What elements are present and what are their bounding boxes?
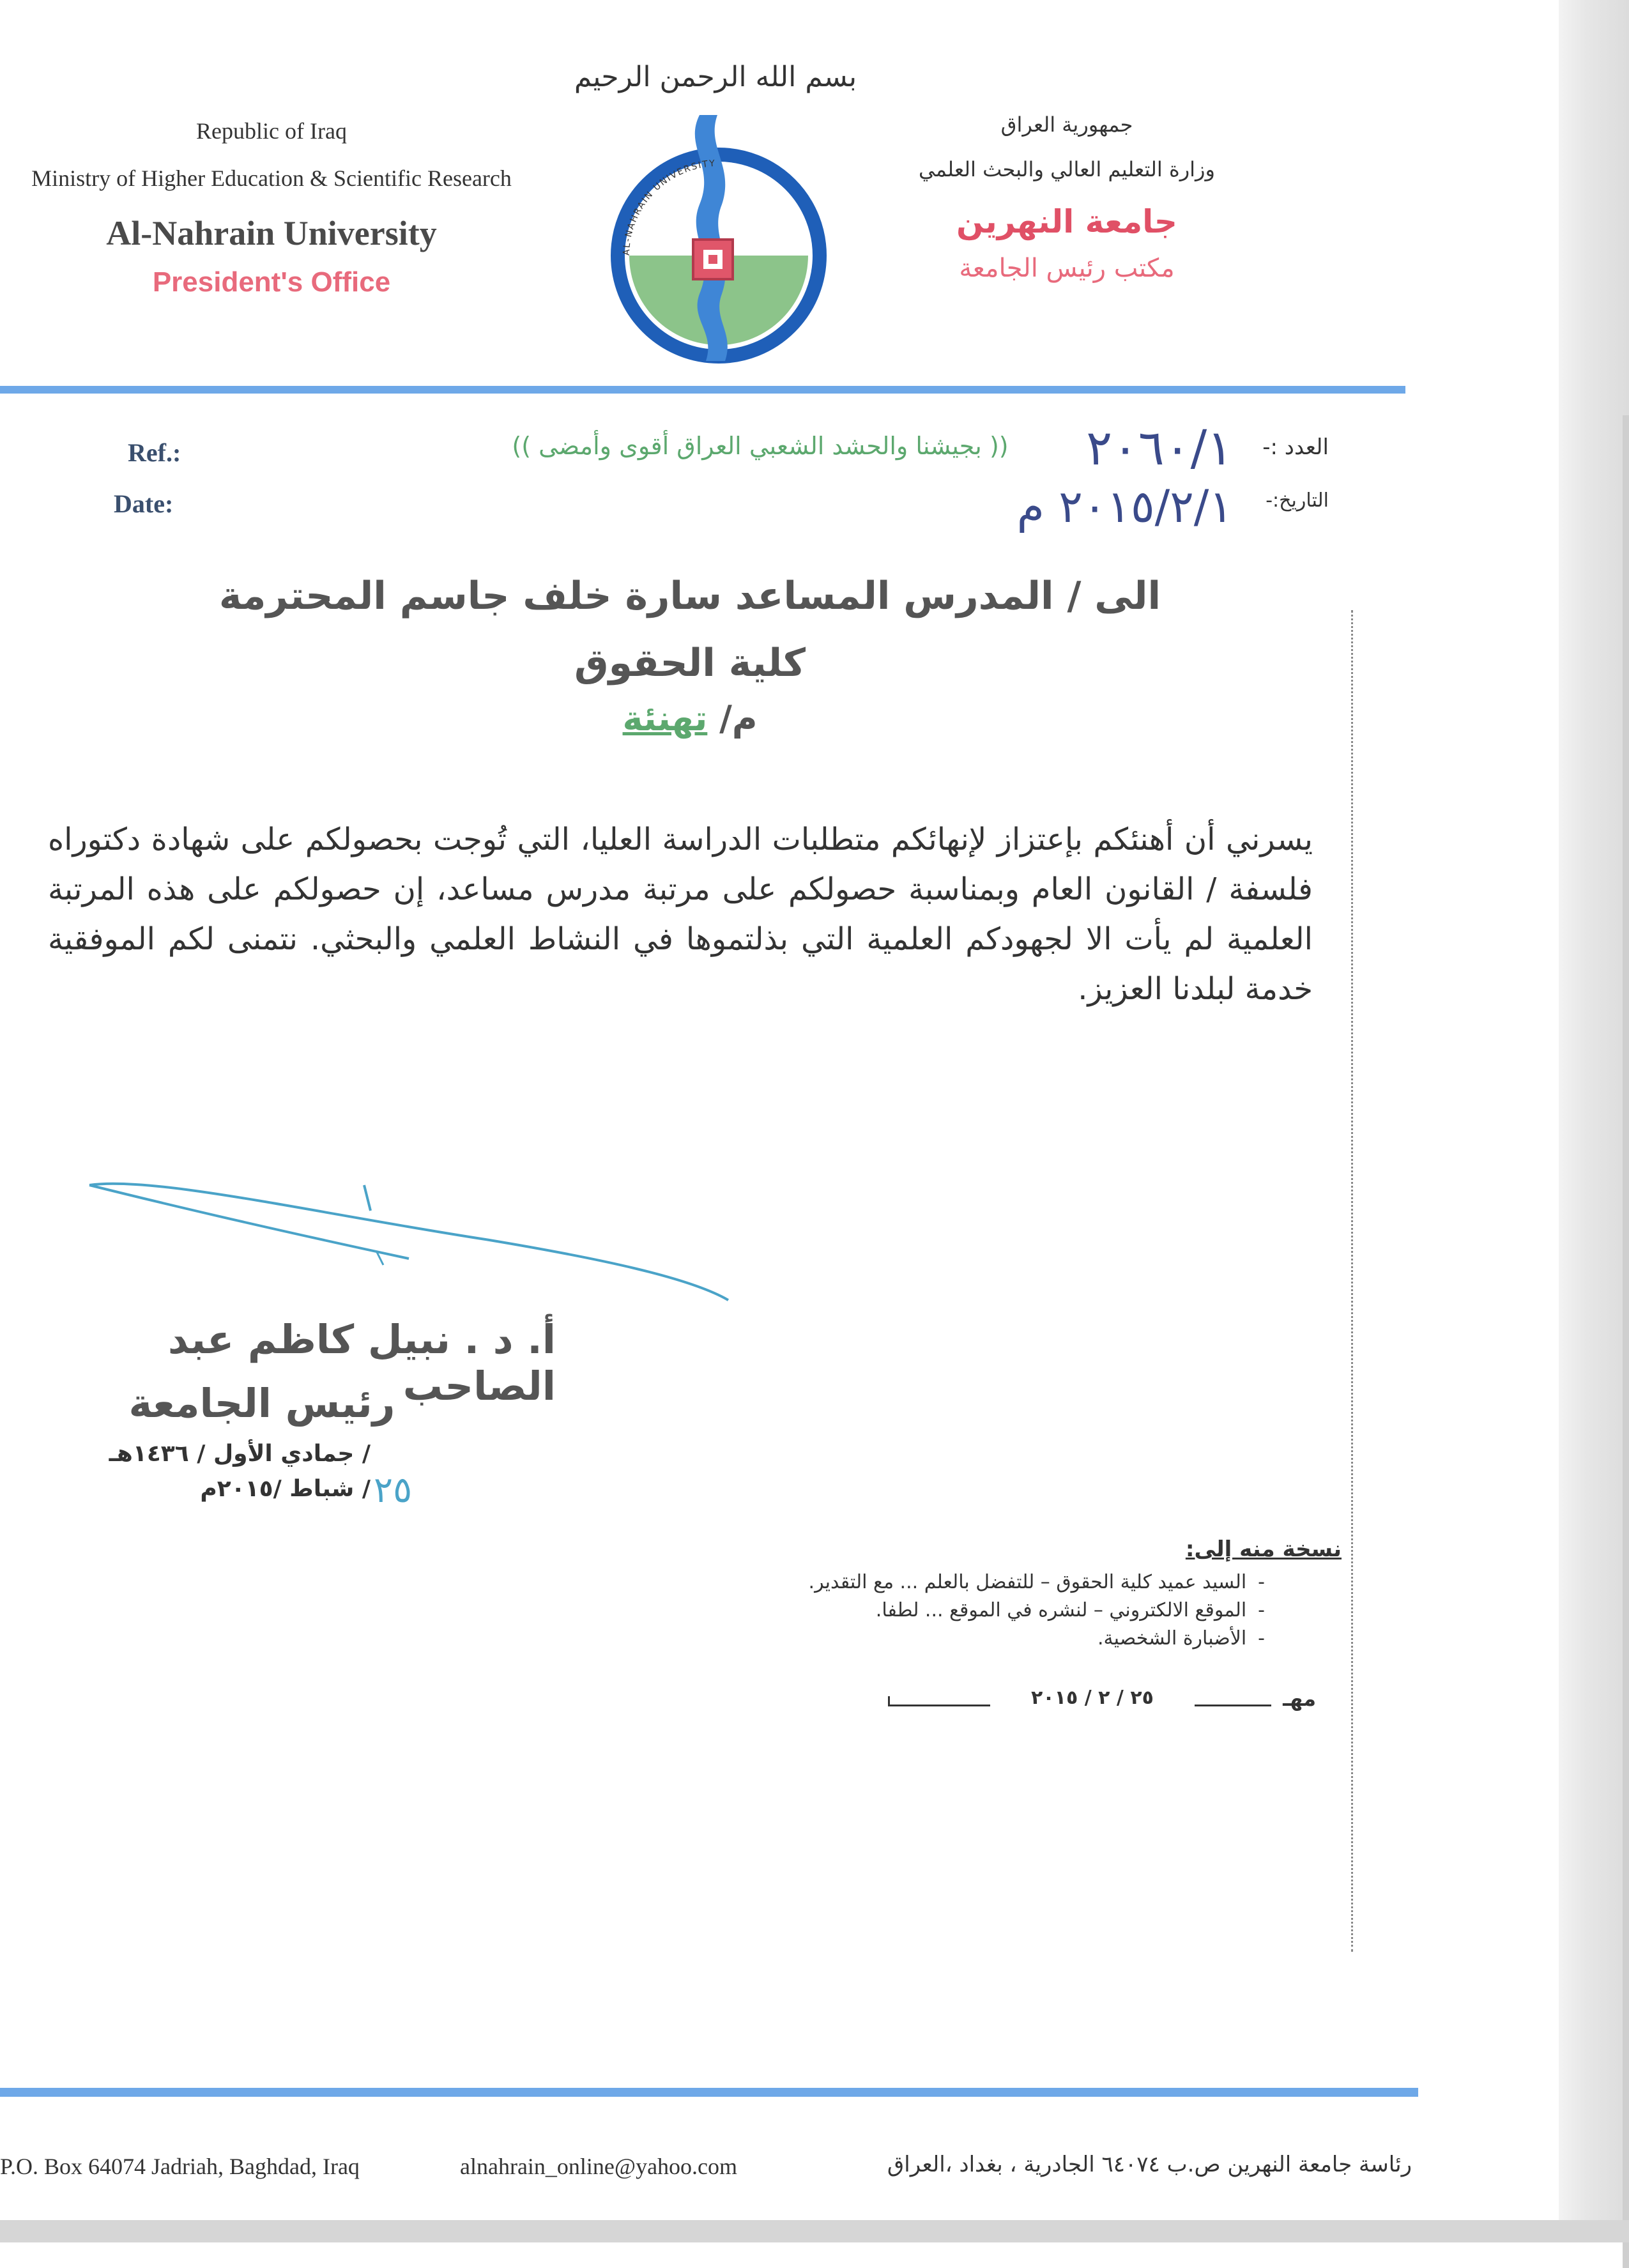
date-rule-tick	[888, 1696, 890, 1706]
copies-item: -السيد عميد كلية الحقوق – للتفضل بالعلم ... مع التقدير.	[808, 1571, 1265, 1593]
country-ar: جمهورية العراق	[1000, 112, 1133, 137]
initials-rule	[1195, 1705, 1271, 1706]
scan-page-edge	[1559, 0, 1629, 2242]
ref-label-en: Ref.:	[128, 438, 181, 467]
footer-email[interactable]: alnahrain_online@yahoo.com	[460, 2154, 738, 2179]
handwritten-day: ٢٥	[374, 1469, 413, 1511]
university-en: Al-Nahrain University	[106, 214, 437, 252]
copies-bullet: -	[1258, 1571, 1265, 1593]
initials: مهـ	[1283, 1687, 1316, 1711]
copies-bullet: -	[1258, 1627, 1265, 1650]
date-label-ar: التاريخ:-	[1266, 489, 1329, 512]
ref-label-ar: العدد :-	[1262, 434, 1329, 460]
subject-line	[575, 696, 805, 741]
office-ar: مكتب رئيس الجامعة	[959, 254, 1175, 283]
seal-ring-text: AL-NAHRAIN UNIVERSITY	[621, 158, 717, 256]
copies-item: -الموقع الالكتروني – لنشره في الموقع ... لطفا.	[875, 1599, 1265, 1621]
letter-body: يسرني أن أهنئكم بإعتزاز لإنهائكم متطلبات الدراسة العليا، التي تُوجت بحصولكم على شهادة دكتوراه فلسفة / القانون العام وبمناسبة حصولكم على مرتبة مدرس مساعد، إن حصولكم على هذه المرتبة العلمية لم يأت الا لجهودكم العلمية التي بذلتموها في النشاط العلمي والبحثي. نتمنى لكم الموفقية خدمة لبلدنا العزيز.	[48, 822, 1313, 1007]
header-rule	[0, 386, 1405, 394]
hijri-date: / جمادي الأول / ١٤٣٦هـ	[109, 1441, 371, 1467]
recipient-line: الى / المدرس المساعد سارة خلف جاسم المحترمة	[218, 574, 1161, 618]
copies-date: ٢٥ / ٢ / ٢٠١٥	[1031, 1687, 1154, 1709]
ministry-en: Ministry of Higher Education & Scientific Research	[31, 165, 512, 191]
subject-prefix: م/	[719, 698, 758, 739]
margin-line	[1351, 610, 1353, 1952]
signer-title: رئيس الجامعة	[128, 1380, 395, 1427]
date-value: ٢٠١٥/٢/١ م	[1016, 480, 1233, 533]
copies-list	[690, 1568, 1265, 1653]
gregorian-date: / شباط /٢٠١٥م	[200, 1476, 371, 1502]
country-en: Republic of Iraq	[196, 118, 347, 144]
footer-address-en: P.O. Box 64074 Jadriah, Baghdad, Iraq	[0, 2154, 360, 2179]
signer-name: أ. د . نبيل كاظم عبد الصاحب	[167, 1316, 556, 1409]
scan-bottom-edge	[0, 2220, 1629, 2242]
university-ar: جامعة النهرين	[956, 203, 1177, 240]
copies-header: نسخة منه إلى:	[1185, 1536, 1342, 1562]
copies-item: -الأضبارة الشخصية.	[1097, 1627, 1265, 1650]
footer-rule	[0, 2088, 1418, 2097]
recipient-college: كلية الحقوق	[574, 641, 806, 686]
subject-text: تهنئة	[622, 698, 708, 739]
letterhead-ar-block	[894, 109, 1239, 286]
date-rule	[888, 1705, 990, 1706]
date-label-en: Date:	[114, 489, 174, 518]
office-en: President's Office	[152, 266, 391, 298]
handwritten-signature	[77, 1169, 741, 1322]
slogan: (( بجيشنا والحشد الشعبي العراق أقوى وأمضى ))	[512, 432, 1009, 460]
copies-bullet: -	[1258, 1599, 1265, 1621]
ref-number: ٢٠٦٠/١	[1086, 419, 1233, 476]
basmala: بسم الله الرحمن الرحيم	[574, 61, 857, 93]
al-nahrain-university-seal-icon	[604, 109, 834, 364]
ministry-ar: وزارة التعليم العالي والبحث العلمي	[919, 157, 1215, 181]
letterhead-en-block	[0, 115, 543, 300]
footer-address-ar: رئاسة جامعة النهرين ص.ب ٦٤٠٧٤ الجادرية ، بغداد ،العراق	[887, 2152, 1412, 2177]
